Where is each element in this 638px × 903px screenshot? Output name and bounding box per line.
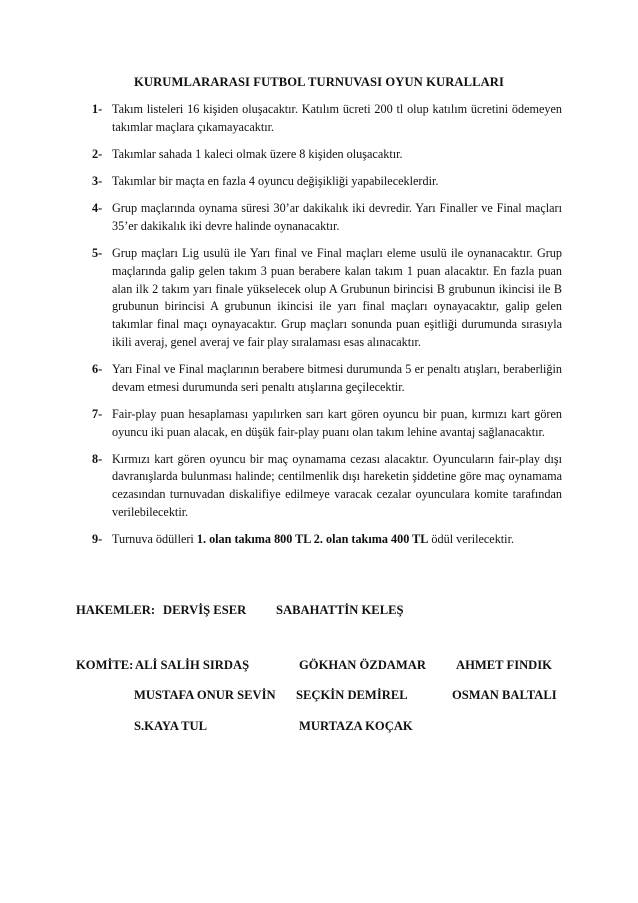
document-title: KURUMLARARASI FUTBOL TURNUVASI OYUN KURALLARI <box>134 75 504 89</box>
prize-outro: ödül verilecektir. <box>428 532 514 547</box>
rule-text: Kırmızı kart gören oyuncu bir maç oynamama cezası alacaktır. Oyuncuların fair-play dışı davranışlarda bulunması halinde; centilmenlik dışı hareketin şiddetine göre maç oynamama cezasından turnuvadan diskalifiye edilmeye varacak cezalar oyunculara komite tarafından verilebilecektir. <box>112 451 562 519</box>
rule-text: Fair-play puan hesaplaması yapılırken sarı kart gören oyuncu bir puan, kırmızı kart gören oyuncu iki puan alacak, en düşük fair-play puanı olan takım lehine avantaj sağlanacaktır. <box>112 406 562 439</box>
committee-member: MUSTAFA ONUR SEVİN <box>134 688 276 702</box>
committee-label: KOMİTE: <box>76 658 134 672</box>
committee-member: AHMET FINDIK <box>456 658 552 672</box>
rule-text: Grup maçlarında oynama süresi 30’ar dakikalık iki devredir. Yarı Finaller ve Final maçları 35’er dakikalık iki devre halinde oynanacaktır. <box>112 201 562 234</box>
rule-number: 2- <box>92 146 103 161</box>
rule-item <box>92 173 562 191</box>
referees-label: HAKEMLER: <box>76 603 156 617</box>
rules-list <box>92 101 562 558</box>
rule-number: 5- <box>92 246 103 261</box>
committee-member: MURTAZA KOÇAK <box>299 719 413 733</box>
rule-item <box>92 200 562 235</box>
prize-amounts: 1. olan takıma 800 TL 2. olan takıma 400 TL <box>196 532 429 547</box>
rule-text: Yarı Final ve Final maçlarının berabere bitmesi durumunda 5 er penaltı atışları, beraberliğin devam etmesi durumunda seri penaltı atışlarına geçilecektir. <box>112 361 562 394</box>
rule-text: Takım listeleri 16 kişiden oluşacaktır. Katılım ücreti 200 tl olup katılım ücretini ödemeyen takımlar maçlara çıkamayacaktır. <box>112 102 562 134</box>
rule-number: 8- <box>92 451 103 466</box>
rule-item <box>92 451 562 522</box>
referee-name: DERVİŞ ESER <box>163 603 247 617</box>
rule-number: 6- <box>92 361 103 376</box>
rule-text <box>112 532 514 546</box>
rule-item <box>92 361 562 396</box>
rule-number: 9- <box>92 532 103 547</box>
rule-number: 7- <box>92 406 103 421</box>
rule-item <box>92 406 562 441</box>
committee-member: GÖKHAN ÖZDAMAR <box>299 658 426 672</box>
rule-item <box>92 245 562 351</box>
rule-number: 3- <box>92 174 103 189</box>
committee-member: ALİ SALİH SIRDAŞ <box>135 658 250 672</box>
committee-member: OSMAN BALTALI <box>452 688 557 702</box>
referee-name: SABAHATTİN KELEŞ <box>276 603 404 617</box>
rule-item <box>92 101 562 136</box>
rule-item-prizes <box>92 531 562 549</box>
rule-text: Takımlar bir maçta en fazla 4 oyuncu değişikliği yapabileceklerdir. <box>112 174 439 189</box>
prize-intro: Turnuva ödülleri <box>112 532 197 547</box>
rule-number: 4- <box>92 201 103 216</box>
rule-number: 1- <box>92 102 103 116</box>
committee-member: S.KAYA TUL <box>134 719 208 733</box>
rule-item <box>92 146 562 164</box>
rule-text: Takımlar sahada 1 kaleci olmak üzere 8 kişiden oluşacaktır. <box>112 146 403 161</box>
rule-text: Grup maçları Lig usulü ile Yarı final ve Final maçları eleme usulü ile oynanacaktır. Grup maçlarında galip gelen takım 3 puan berabere kalan takım 1 puan alacaktır. En fazla puan alan ilk 2 takım yarı finale yükselecek olup A Grubunun birincisi B grubunun ikincisi ile B grubunun birincisi A grubunun ikincisi ile yarı final maçları oynayacaktır, galip gelen takımlar final maçı oynayacaktır. Grup maçları sonunda puan eşitliği durumunda sırasıyla ikili averaj, genel averaj ve fair play sıralaması esas alınacaktır. <box>112 246 562 349</box>
committee-member: SEÇKİN DEMİREL <box>296 688 408 702</box>
